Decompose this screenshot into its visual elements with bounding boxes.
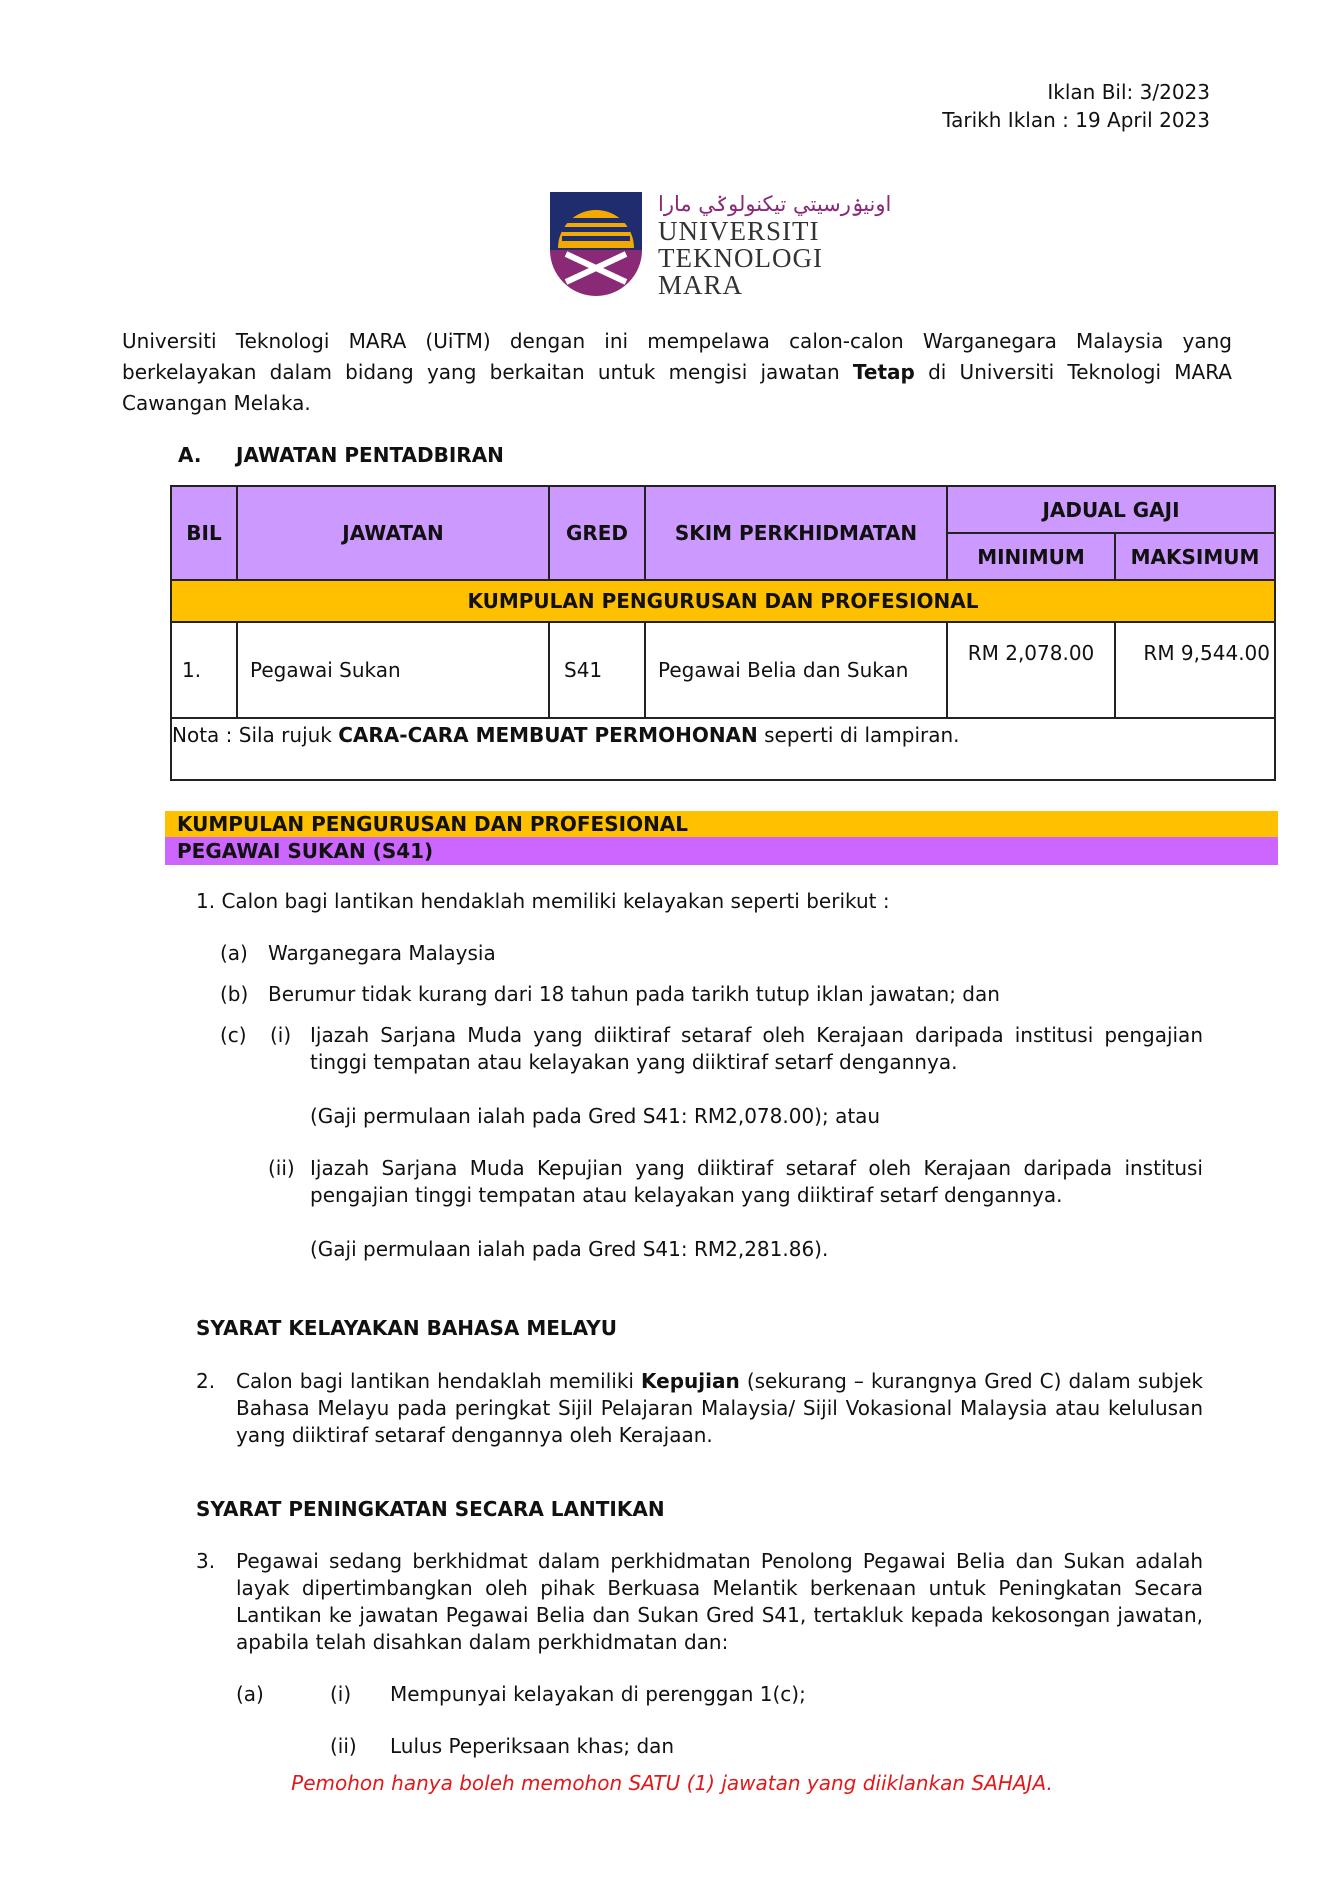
- promo-ii-label: (ii): [330, 1734, 357, 1758]
- qual-ci-salary: (Gaji permulaan ialah pada Gred S41: RM2,078.00); atau: [310, 1104, 881, 1128]
- uitm-name-line3: MARA: [658, 270, 744, 300]
- intro-emphasis: Tetap: [852, 360, 915, 384]
- cell-maksimum: RM 9,544.00: [1115, 622, 1275, 718]
- header-jadual-gaji: JADUAL GAJI: [947, 486, 1275, 533]
- qual-cii-text: Ijazah Sarjana Muda Kepujian yang diiktiraf setaraf oleh Kerajaan daripada institusi pengajian tinggi tempatan atau kelayakan yang diiktiraf setarf dengannya.: [310, 1156, 1203, 1207]
- group-band: KUMPULAN PENGURUSAN DAN PROFESIONAL: [165, 811, 1278, 837]
- qual-b-label: (b): [220, 982, 249, 1006]
- bm-heading: SYARAT KELAYAKAN BAHASA MELAYU: [196, 1316, 617, 1340]
- promotion-paragraph: Pegawai sedang berkhidmat dalam perkhidmatan Penolong Pegawai Belia dan Sukan adalah layak dipertimbangkan oleh pihak Berkuasa Melantik berkenaan untuk Peningkatan Secara Lantikan ke jawatan Pegawai Belia dan Sukan Gred S41, tertakluk kepada kekosongan jawatan, apabila telah disahkan dalam perkhidmatan dan:: [236, 1549, 1203, 1654]
- bm-paragraph: Calon bagi lantikan hendaklah memiliki Kepujian (sekurang – kurangnya Gred C) dalam subjek Bahasa Melayu pada peringkat Sijil Pelajaran Malaysia/ Sijil Vokasional Malaysia atau kelulusan yang diiktiraf setaraf dengannya oleh Kerajaan.: [236, 1369, 1204, 1447]
- header-bil: BIL: [171, 486, 237, 580]
- qual-ci-label: (i): [270, 1023, 292, 1047]
- advert-reference: [942, 78, 1210, 134]
- cell-bil: 1.: [171, 622, 237, 718]
- promotion-heading: SYARAT PENINGKATAN SECARA LANTIKAN: [196, 1497, 665, 1521]
- cell-jawatan: Pegawai Sukan: [237, 622, 549, 718]
- table-row: [171, 622, 1275, 718]
- promo-i-label: (i): [330, 1682, 352, 1706]
- table-header-row: [171, 486, 1275, 533]
- vacancy-table: [170, 485, 1276, 781]
- header-minimum: MINIMUM: [947, 533, 1115, 580]
- cell-skim: Pegawai Belia dan Sukan: [645, 622, 947, 718]
- header-gred: GRED: [549, 486, 645, 580]
- cell-gred: S41: [549, 622, 645, 718]
- ad-number: Iklan Bil: 3/2023: [1047, 80, 1210, 104]
- header-jawatan: JAWATAN: [237, 486, 549, 580]
- group-name: KUMPULAN PENGURUSAN DAN PROFESIONAL: [171, 580, 1275, 622]
- uitm-wordmark: [658, 190, 892, 300]
- section-a-heading: A. JAWATAN PENTADBIRAN: [178, 443, 504, 467]
- promotion-number: 3.: [196, 1549, 216, 1573]
- post-band: PEGAWAI SUKAN (S41): [165, 837, 1278, 865]
- qual-b-text: Berumur tidak kurang dari 18 tahun pada tarikh tutup iklan jawatan; dan: [268, 982, 1000, 1006]
- intro-paragraph: Universiti Teknologi MARA (UiTM) dengan ini mempelawa calon-calon Warganegara Malaysia yang berkelayakan dalam bidang yang berkaitan untuk mengisi jawatan Tetap di Universiti Teknologi MARA Cawangan Melaka.: [122, 329, 1232, 415]
- header-maksimum: MAKSIMUM: [1115, 533, 1275, 580]
- header-skim: SKIM PERKHIDMATAN: [645, 486, 947, 580]
- qual-a-label: (a): [220, 941, 248, 965]
- promo-ii-text: Lulus Peperiksaan khas; dan: [390, 1734, 675, 1758]
- bm-number: 2.: [196, 1369, 216, 1393]
- footer-warning: Pemohon hanya boleh memohon SATU (1) jawatan yang diiklankan SAHAJA.: [291, 1771, 1053, 1795]
- qual-c-label: (c): [220, 1023, 247, 1047]
- uitm-crest-icon: [548, 190, 644, 300]
- ad-date: Tarikh Iklan : 19 April 2023: [942, 108, 1210, 132]
- promo-a-label: (a): [236, 1682, 264, 1706]
- qual-cii-label: (ii): [268, 1156, 295, 1180]
- qual-ci-text: Ijazah Sarjana Muda yang diiktiraf setaraf oleh Kerajaan daripada institusi pengajian tinggi tempatan atau kelayakan yang diiktiraf setarf dengannya.: [310, 1023, 1203, 1074]
- cell-minimum: RM 2,078.00: [947, 622, 1115, 718]
- qual-cii-salary: (Gaji permulaan ialah pada Gred S41: RM2,281.86).: [310, 1237, 829, 1261]
- table-group-row: [171, 580, 1275, 622]
- uitm-logo: [548, 190, 892, 300]
- table-note-row: [171, 718, 1275, 780]
- promo-i-text: Mempunyai kelayakan di perenggan 1(c);: [390, 1682, 806, 1706]
- qualification-lead: 1. Calon bagi lantikan hendaklah memiliki kelayakan seperti berikut :: [196, 889, 890, 913]
- uitm-jawi-name: اونيۏرسيتي تيكنولوݢي مارا: [658, 192, 892, 216]
- qual-a-text: Warganegara Malaysia: [268, 941, 496, 965]
- table-note: Nota : Sila rujuk CARA-CARA MEMBUAT PERMOHONAN seperti di lampiran.: [171, 718, 1275, 780]
- uitm-name-line2: TEKNOLOGI: [658, 243, 823, 273]
- uitm-name-line1: UNIVERSITI: [658, 216, 820, 246]
